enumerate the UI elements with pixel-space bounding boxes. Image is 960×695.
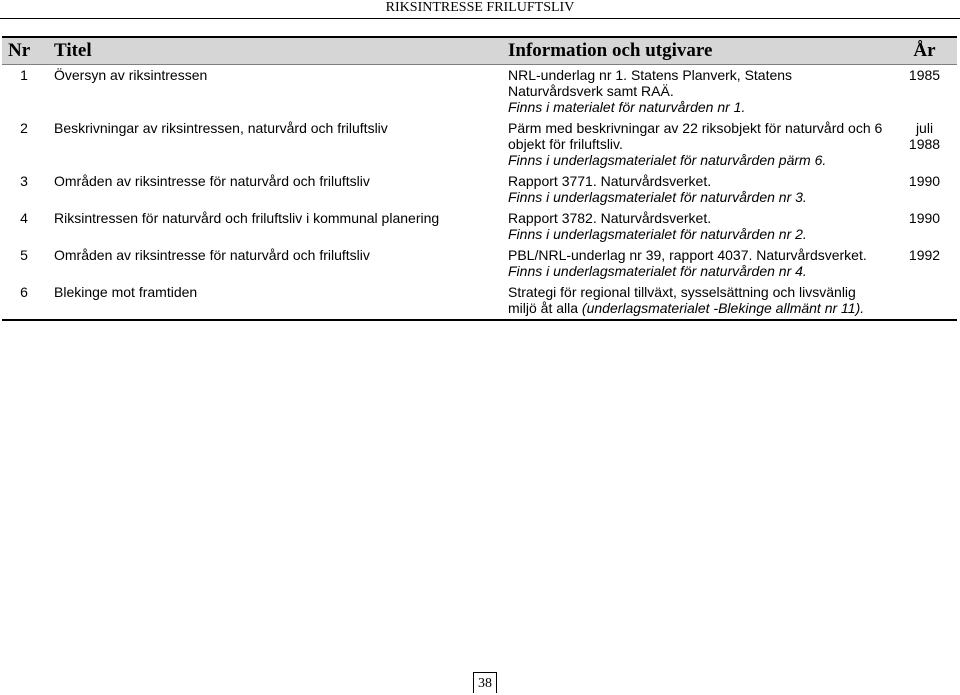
row-note: Finns i underlagsmaterialet för naturvården nr 2.: [508, 226, 807, 242]
column-header-info: Information och utgivare: [502, 37, 890, 65]
row-year-text: juli 1988: [908, 120, 941, 152]
row-note: Finns i materialet för naturvården nr 1.: [508, 99, 746, 115]
row-info-text: Pärm med beskrivningar av 22 riksobjekt för naturvård och 6 objekt för friluftsliv.: [508, 120, 883, 152]
row-title: Områden av riksintresse för naturvård och friluftsliv: [54, 247, 370, 263]
row-info-text: Rapport 3771. Naturvårdsverket.: [508, 173, 712, 189]
row-number: 6: [2, 282, 48, 320]
column-header-nr: Nr: [2, 37, 48, 65]
row-info: [502, 118, 890, 171]
row-title: Blekinge mot framtiden: [48, 282, 502, 320]
page-header-title: RIKSINTRESSE FRILUFTSLIV: [385, 0, 575, 15]
table-header-row: [2, 37, 957, 65]
column-header-year: År: [890, 37, 957, 65]
row-note: Finns i underlagsmaterialet för naturvården nr 4.: [508, 263, 807, 279]
row-info-text: Strategi för regional tillväxt, sysselsättning och livsvänlig miljö åt alla: [508, 284, 856, 316]
table-row: [2, 208, 957, 245]
row-info: [502, 171, 890, 208]
row-note: Finns i underlagsmaterialet för naturvården pärm 6.: [508, 152, 827, 168]
row-title: Områden av riksintresse för naturvård och friluftsliv: [54, 173, 370, 189]
row-info-text: PBL/NRL-underlag nr 39, rapport 4037. Naturvårdsverket.: [508, 247, 867, 263]
row-number: 5: [20, 247, 28, 263]
table-row: [2, 171, 957, 208]
row-number: 1: [20, 67, 28, 83]
header-rule: [0, 18, 960, 19]
row-info: [502, 245, 890, 282]
row-info: [502, 208, 890, 245]
row-year: 1985: [908, 67, 941, 83]
row-note: Finns i underlagsmaterialet för naturvården nr 3.: [508, 189, 807, 205]
row-year: 1992: [908, 247, 941, 263]
row-info: [502, 65, 890, 119]
column-header-title: Titel: [48, 37, 502, 65]
table-row: [2, 118, 957, 171]
row-title: Riksintressen för naturvård och friluftsliv i kommunal planering: [54, 210, 440, 226]
row-info: [502, 282, 890, 320]
table-row: [2, 65, 957, 119]
row-number: 3: [20, 173, 28, 189]
row-number: 2: [20, 120, 28, 136]
row-info-text: Rapport 3782. Naturvårdsverket.: [508, 210, 712, 226]
page-number: 38: [473, 672, 497, 693]
row-note: (underlagsmaterialet -Blekinge allmänt nr 11).: [581, 300, 865, 316]
table-row: [2, 245, 957, 282]
row-number: 4: [20, 210, 28, 226]
table-row: [2, 282, 957, 320]
row-year: 1990: [908, 210, 941, 226]
row-year: [890, 118, 957, 171]
row-year: 1990: [908, 173, 941, 189]
row-info-text: NRL-underlag nr 1. Statens Planverk, Statens Naturvårdsverk samt RAÄ.: [508, 67, 793, 99]
row-title: Översyn av riksintressen: [54, 67, 208, 83]
row-year: [890, 282, 957, 320]
riksintresse-table: [2, 36, 957, 321]
row-title: Beskrivningar av riksintressen, naturvård och friluftsliv: [54, 120, 388, 136]
